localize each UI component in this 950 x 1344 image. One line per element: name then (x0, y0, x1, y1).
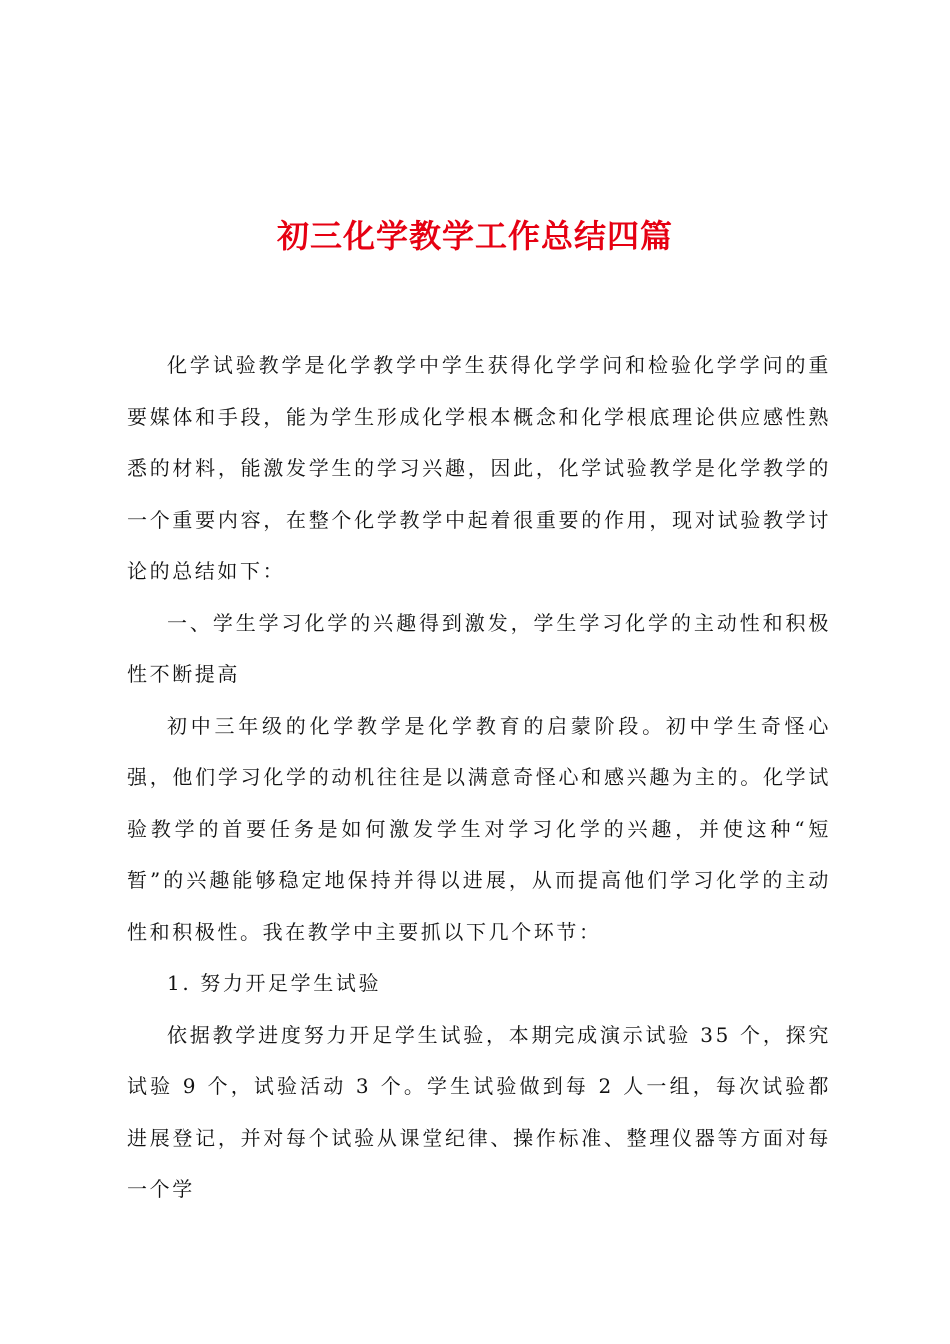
paragraph-intro: 化学试验教学是化学教学中学生获得化学学问和检验化学学问的重要媒体和手段，能为学生形成化学根本概念和化学根底理论供应感性熟悉的材料，能激发学生的学习兴趣，因此，化学试验教学是化学教学的一个重要内容，在整个化学教学中起着很重要的作用，现对试验教学讨论的总结如下： (127, 353, 831, 583)
section-heading-1: 一、学生学习化学的兴趣得到激发，学生学习化学的主动性和积极性不断提高 (127, 610, 831, 686)
subheading-1-1: 1. 努力开足学生试验 (167, 971, 382, 995)
paragraph-subsection-1-1: 依据教学进度努力开足学生试验，本期完成演示试验 35 个，探究试验 9 个，试验活动 3 个。学生试验做到每 2 人一组，每次试验都进展登记，并对每个试验从课堂纪律、操作标准、整理仪器等方面对每一个学 (127, 1022, 831, 1201)
paragraph-section-1: 初中三年级的化学教学是化学教育的启蒙阶段。初中学生奇怪心强，他们学习化学的动机往往是以满意奇怪心和感兴趣为主的。化学试验教学的首要任务是如何激发学生对学习化学的兴趣，并使这种“短暂”的兴趣能够稳定地保持并得以进展，从而提高他们学习化学的主动性和积极性。我在教学中主要抓以下几个环节： (127, 713, 831, 944)
document-body (127, 340, 831, 1216)
document-title: 初三化学教学工作总结四篇 (276, 217, 673, 255)
